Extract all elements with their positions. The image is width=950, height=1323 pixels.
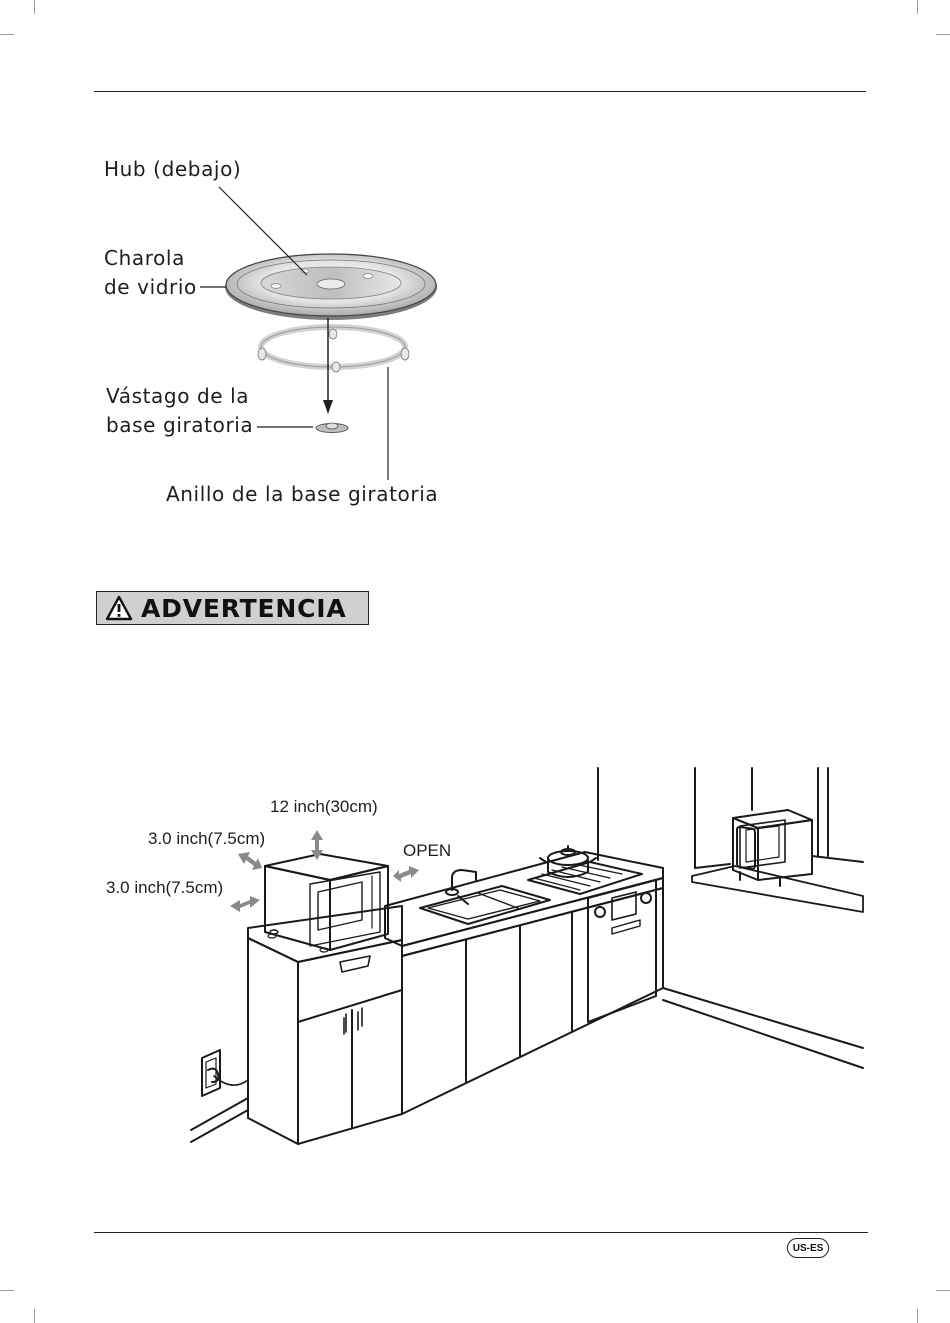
clearance-front-label: OPEN [403,841,452,860]
glass-tray-label-line1: Charola [104,246,185,270]
warning-title: ADVERTENCIA [141,593,347,623]
language-badge: US-ES [787,1238,829,1258]
glass-tray-label-line2: de vidrio [104,275,197,299]
built-in-oven [588,880,656,1022]
clearance-side-label: 3.0 inch(7.5cm) [106,878,224,897]
ring-label: Anillo de la base giratoria [166,482,439,506]
stove-with-pot [528,846,642,894]
clearance-rear-label: 3.0 inch(7.5cm) [148,829,266,848]
room-walls [191,768,863,1142]
microwave-oven [265,854,388,952]
countertop [385,852,663,956]
shaft-label-line1: Vástago de la [106,384,250,408]
hub-label: Hub (debajo) [104,157,242,181]
base-cabinets [402,888,663,1114]
wall-outlet-plug [202,1050,248,1096]
window [692,768,863,912]
left-cabinet [248,906,402,1144]
shaft-label-line2: base giratoria [106,413,254,437]
clearance-top-label: 12 inch(30cm) [270,797,378,816]
